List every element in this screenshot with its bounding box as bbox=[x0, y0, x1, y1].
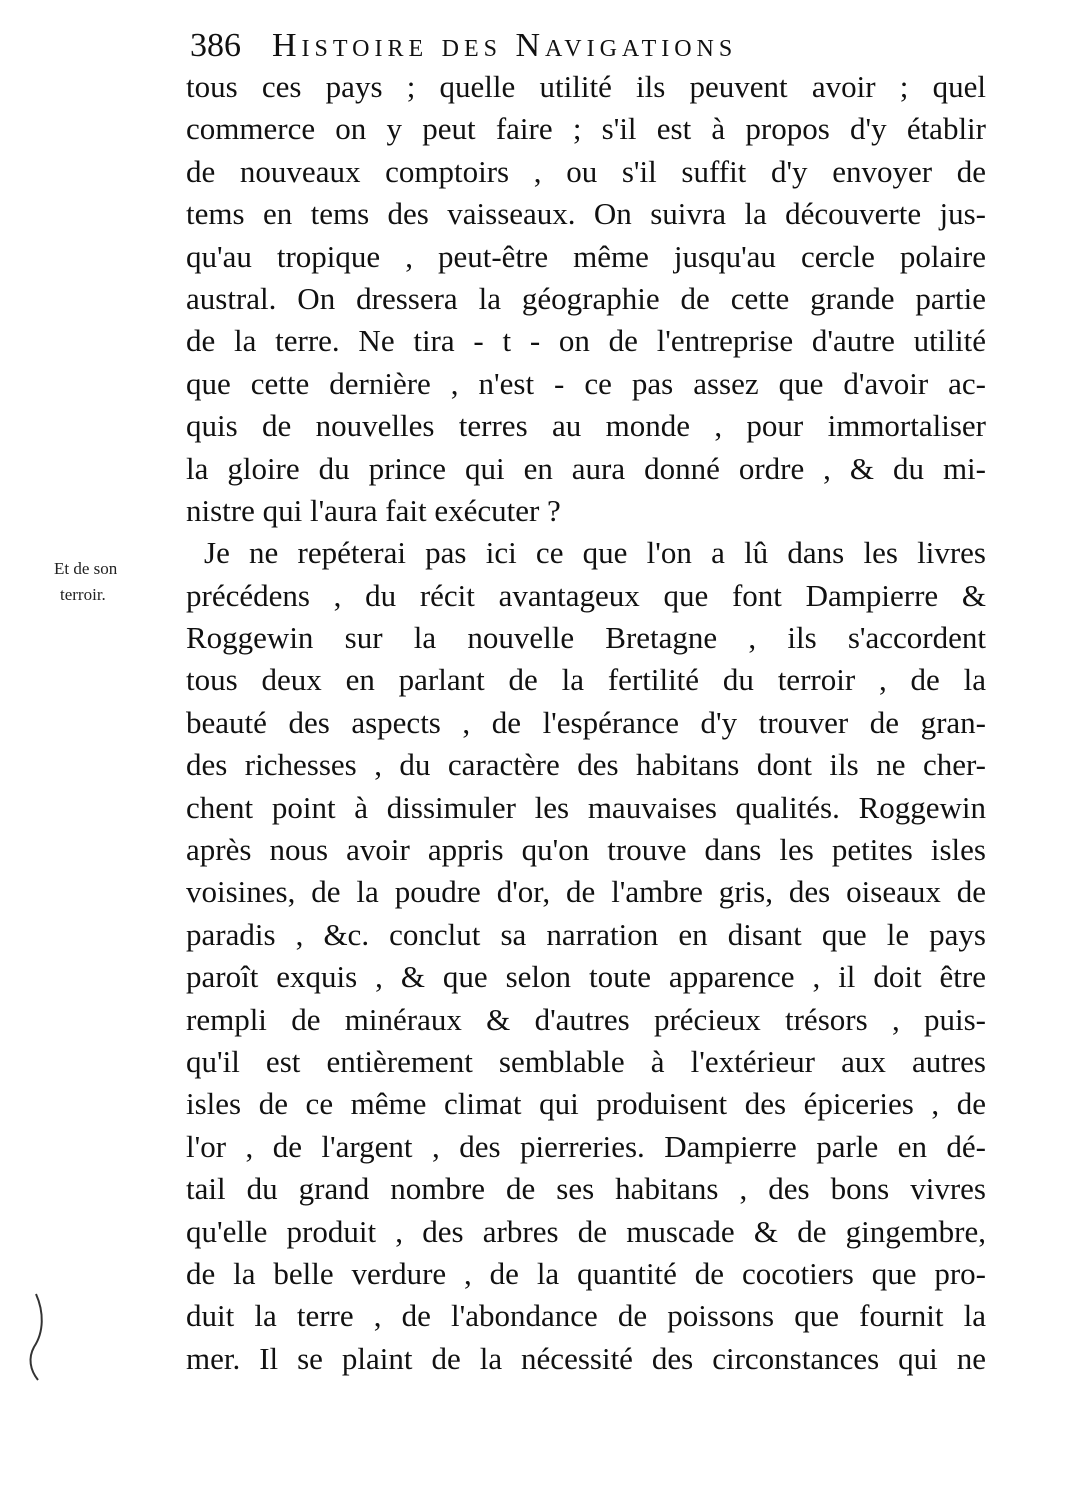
text-line: de la terre. Ne tira - t - on de l'entreprise d'autre utilité bbox=[186, 323, 986, 359]
text-line: tous deux en parlant de la fertilité du terroir , de la bbox=[186, 662, 986, 698]
margin-note-line-1: Et de son bbox=[54, 559, 118, 578]
text-line: voisines, de la poudre d'or, de l'ambre gris, des oiseaux de bbox=[186, 874, 986, 910]
text-line: quis de nouvelles terres au monde , pour immortaliser bbox=[186, 408, 986, 444]
running-head bbox=[190, 18, 950, 70]
text-line: la gloire du prince qui en aura donné ordre , & du mi- bbox=[186, 450, 986, 486]
text-line: qu'elle produit , des arbres de muscade & de gingembre, bbox=[186, 1213, 986, 1249]
text-line: tous ces pays ; quelle utilité ils peuvent avoir ; quel bbox=[186, 69, 986, 104]
text-line: paroît exquis , & que selon toute apparence , il doit être bbox=[186, 959, 986, 995]
text-line: austral. On dressera la géographie de cette grande partie bbox=[186, 280, 986, 316]
body-text bbox=[186, 66, 986, 1380]
text-line: de nouveaux comptoirs , ou s'il suffit d'y envoyer de bbox=[186, 153, 986, 189]
paragraph-start-line: Je ne repéterai pas ici ce que l'on a lû dans les livres bbox=[204, 535, 986, 571]
text-line: de la belle verdure , de la quantité de cocotiers que pro- bbox=[186, 1255, 986, 1291]
text-line: précédens , du récit avantageux que font Dampierre & bbox=[186, 577, 986, 613]
text-line: Roggewin sur la nouvelle Bretagne , ils s'accordent bbox=[186, 620, 986, 656]
text-line: chent point à dissimuler les mauvaises qualités. Roggewin bbox=[186, 789, 986, 825]
paragraph-end-line: nistre qui l'aura fait exécuter ? bbox=[186, 492, 561, 528]
text-line: l'or , de l'argent , des pierreries. Dampierre parle en dé- bbox=[186, 1128, 986, 1164]
text-line: qu'au tropique , peut-être même jusqu'au cercle polaire bbox=[186, 238, 986, 274]
text-line: isles de ce même climat qui produisent des épiceries , de bbox=[186, 1086, 986, 1122]
text-line: tail du grand nombre de ses habitans , des bons vivres bbox=[186, 1171, 986, 1207]
text-line: paradis , &c. conclut sa narration en disant que le pays bbox=[186, 916, 986, 952]
text-line: beauté des aspects , de l'espérance d'y trouver de gran- bbox=[186, 704, 986, 740]
text-line: des richesses , du caractère des habitans dont ils ne cher- bbox=[186, 747, 986, 783]
text-line: duit la terre , de l'abondance de poissons que fournit la bbox=[186, 1298, 986, 1334]
margin-bracket-mark bbox=[14, 1292, 54, 1382]
margin-note bbox=[54, 556, 184, 608]
running-title: Histoire des Navigations bbox=[272, 27, 738, 64]
text-line: tems en tems des vaisseaux. On suivra la découverte jus- bbox=[186, 196, 986, 232]
text-line: après nous avoir appris qu'on trouve dans les petites isles bbox=[186, 832, 986, 868]
text-line: rempli de minéraux & d'autres précieux trésors , puis- bbox=[186, 1001, 986, 1037]
text-line: mer. Il se plaint de la nécessité des circonstances qui ne bbox=[186, 1340, 986, 1376]
text-line: qu'il est entièrement semblable à l'extérieur aux autres bbox=[186, 1043, 986, 1079]
text-line: que cette dernière , n'est - ce pas assez que d'avoir ac- bbox=[186, 365, 986, 401]
text-line: commerce on y peut faire ; s'il est à propos d'y établir bbox=[186, 111, 986, 147]
margin-note-line-2: terroir. bbox=[60, 585, 106, 604]
page-number: 386 bbox=[190, 27, 241, 64]
